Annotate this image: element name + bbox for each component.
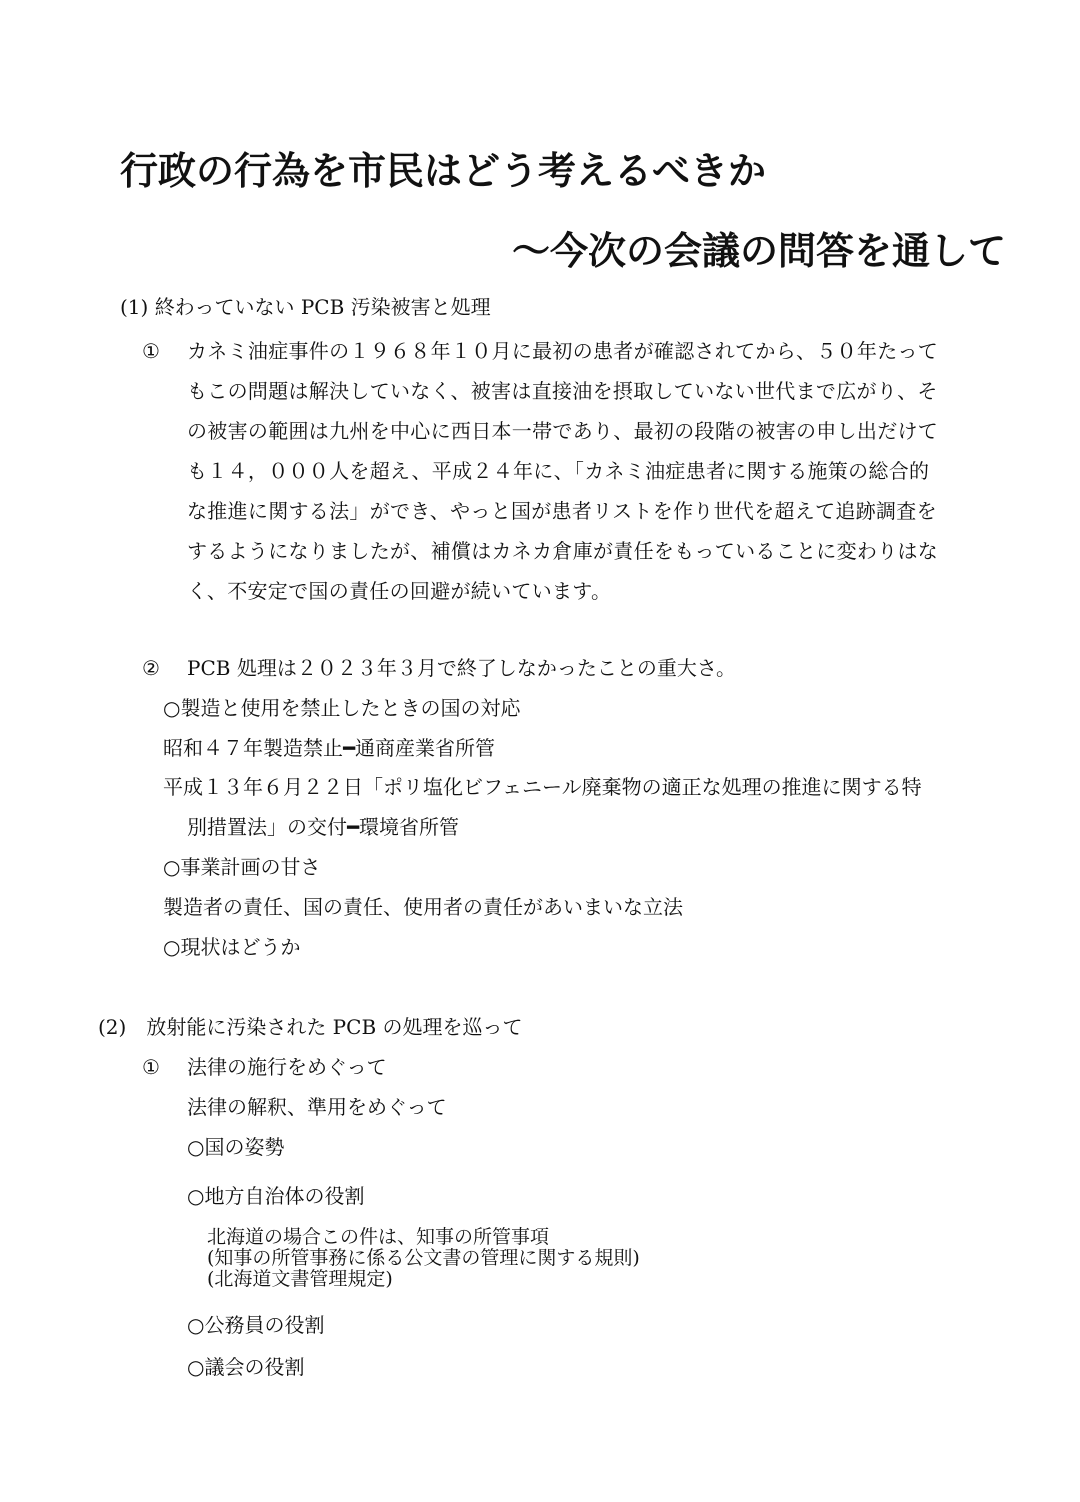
section-1-heading: (1) 終わっていない PCB 汚染被害と処理 xyxy=(120,295,491,319)
list-line: ○事業計画の甘さ xyxy=(163,855,321,879)
note-line: 北海道の場合この件は、知事の所管事項 xyxy=(207,1226,550,1248)
section-1-item-1-marker: ① xyxy=(142,339,160,363)
section-2-item-1-marker: ① xyxy=(142,1055,160,1079)
paragraph-line: の被害の範囲は九州を中心に西日本一帯であり、最初の段階の被害の申し出だけて xyxy=(187,419,939,443)
list-line: 法律の解釈、準用をめぐって xyxy=(187,1095,447,1119)
section-1-item-2-marker: ② xyxy=(142,656,160,680)
list-line: ○製造と使用を禁止したときの国の対応 xyxy=(163,696,521,720)
section-2-item-1-text: 法律の施行をめぐって xyxy=(187,1055,387,1079)
list-line: ○議会の役割 xyxy=(187,1355,305,1379)
paragraph-line: も１４，０００人を超え、平成２４年に、「カネミ油症患者に関する施策の総合的 xyxy=(187,459,930,483)
list-line: ○地方自治体の役割 xyxy=(187,1184,365,1208)
section-1-item-2-text: PCB 処理は２０２３年３月で終了しなかったことの重大さ。 xyxy=(187,656,737,680)
paragraph-line: カネミ油症事件の１９６８年１０月に最初の患者が確認されてから、５０年たって xyxy=(187,339,939,363)
list-line: 別措置法」の交付━環境省所管 xyxy=(187,815,460,839)
section-2-heading: (2) 放射能に汚染された PCB の処理を巡って xyxy=(98,1015,523,1039)
paragraph-line: するようになりましたが、補償はカネカ倉庫が責任をもっていることに変わりはな xyxy=(187,539,939,563)
section-1-item-1-paragraph xyxy=(187,331,983,611)
list-line: ○国の姿勢 xyxy=(187,1135,285,1159)
list-line: 製造者の責任、国の責任、使用者の責任があいまいな立法 xyxy=(163,895,683,919)
list-line: 昭和４７年製造禁止━通商産業省所管 xyxy=(163,736,496,760)
note-line: (知事の所管事務に係る公文書の管理に関する規則) xyxy=(207,1247,640,1269)
paragraph-line: な推進に関する法」ができ、やっと国が患者リストを作り世代を超えて追跡調査を xyxy=(187,499,937,523)
list-line: ○公務員の役割 xyxy=(187,1313,325,1337)
paragraph-line: もこの問題は解決していなく、被害は直接油を摂取していない世代まで広がり、そ xyxy=(187,379,938,403)
list-line: 平成１３年６月２２日「ポリ塩化ビフェニール廃棄物の適正な処理の推進に関する特 xyxy=(163,775,922,799)
page-subtitle: ～今次の会議の問答を通して xyxy=(512,229,1007,273)
list-line: ○現状はどうか xyxy=(163,935,301,959)
paragraph-line: く、不安定で国の責任の回避が続いています。 xyxy=(187,579,612,603)
page-title: 行政の行為を市民はどう考えるべきか xyxy=(120,149,767,193)
note-line: (北海道文書管理規定) xyxy=(207,1268,393,1290)
